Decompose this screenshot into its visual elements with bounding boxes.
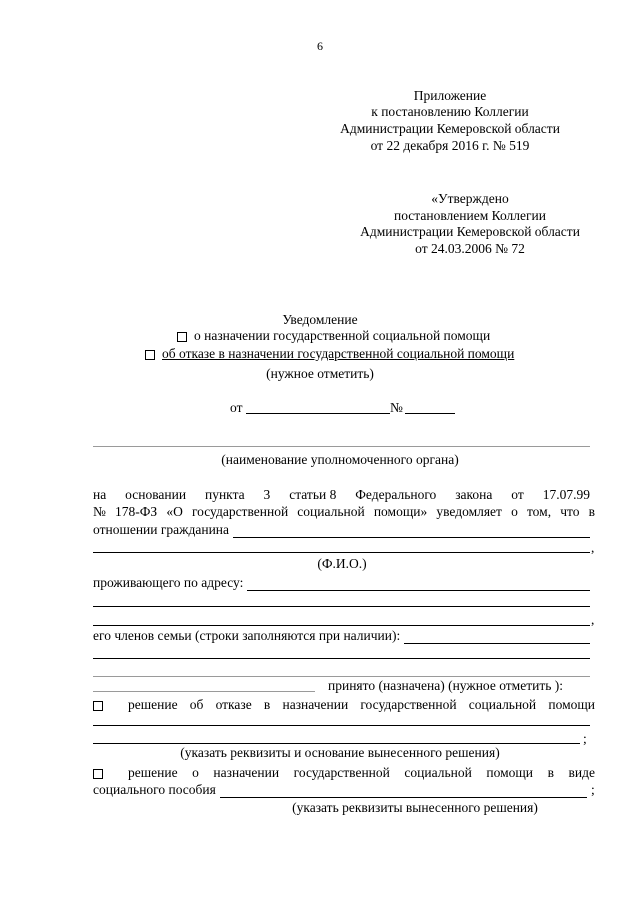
grant-row: [93, 782, 587, 798]
approved-line-2: постановлением Коллегии: [394, 208, 546, 223]
fio-caption: (Ф.И.О.): [317, 556, 367, 571]
basis-line-1: [93, 487, 590, 503]
date-label: от: [230, 400, 243, 415]
refusal-word: об: [189, 697, 204, 712]
basis-word: пункта: [204, 487, 245, 502]
grant-cont-label: социального пособия: [93, 782, 216, 797]
citizen-field[interactable]: [233, 524, 590, 538]
grant-word: назначении: [213, 765, 280, 780]
family-field[interactable]: [404, 630, 590, 644]
accepted-text: принято (назначена) (нужное отметить ):: [328, 678, 564, 693]
comma: ,: [591, 540, 595, 555]
basis-word: 17.07.99: [542, 487, 590, 502]
basis-word: на: [93, 487, 107, 502]
grant-caption: (указать реквизиты вынесенного решения): [292, 800, 538, 815]
basis-word: статьи 8: [289, 487, 337, 502]
basis-word: закона: [455, 487, 493, 502]
refusal-line: [128, 697, 595, 713]
appendix-line-2: к постановлению Коллегии: [371, 104, 529, 119]
refusal-field-1[interactable]: [93, 725, 590, 726]
basis-word: основании: [125, 487, 187, 502]
refusal-word: государственной: [360, 697, 457, 712]
address-field-3[interactable]: [93, 625, 590, 626]
law-word: помощи»: [373, 504, 428, 519]
notice-hint: (нужное отметить): [266, 366, 374, 381]
approved-line-4: от 24.03.2006 № 72: [415, 241, 525, 256]
grant-field[interactable]: [220, 784, 587, 798]
address-field-2[interactable]: [93, 606, 590, 607]
option-refusal-checkbox[interactable]: [145, 350, 155, 360]
appendix-line-4: от 22 декабря 2016 г. № 519: [370, 138, 530, 153]
basis-word: Федерального: [355, 487, 437, 502]
semicolon-2: ;: [591, 782, 595, 797]
approved-line-3: Администрации Кемеровской области: [360, 224, 580, 239]
grant-word: социальной: [404, 765, 472, 780]
refusal-word: назначении: [282, 697, 349, 712]
grant-word: о: [192, 765, 199, 780]
option-grant-label: о назначении государственной социальной помощи: [194, 328, 491, 343]
number-field[interactable]: [405, 413, 455, 414]
grant-word: решение: [128, 765, 178, 780]
law-word: «О: [166, 504, 183, 519]
grant-word: государственной: [293, 765, 390, 780]
semicolon: ;: [583, 731, 587, 746]
refusal-field-2[interactable]: [93, 743, 580, 744]
law-word: уведомляет: [436, 504, 502, 519]
address-label: проживающего по адресу:: [93, 575, 244, 590]
refusal-caption: (указать реквизиты и основание вынесенного решения): [180, 745, 500, 760]
refusal-word: помощи: [548, 697, 595, 712]
citizen-field-2[interactable]: [93, 552, 590, 553]
law-word: государственной: [191, 504, 289, 519]
family-field-3[interactable]: [93, 676, 590, 677]
authority-field[interactable]: [93, 446, 590, 447]
refusal-word: отказе: [215, 697, 252, 712]
law-word: социальной: [297, 504, 365, 519]
option-refusal-label: об отказе в назначении государственной социальной помощи: [162, 346, 515, 361]
law-word: 178-ФЗ: [115, 504, 158, 519]
refusal-word: решение: [128, 697, 178, 712]
basis-word: от: [511, 487, 524, 502]
refusal-decision-checkbox[interactable]: [93, 701, 103, 711]
refusal-word: в: [263, 697, 271, 712]
law-word: о: [511, 504, 518, 519]
basis-line-2: [93, 504, 595, 520]
number-label: №: [390, 400, 403, 415]
grant-word: виде: [568, 765, 595, 780]
appendix-line-1: Приложение: [413, 88, 487, 103]
law-word: том,: [526, 504, 552, 519]
grant-word: помощи: [486, 765, 534, 780]
grant-line: [128, 765, 595, 781]
citizen-label: отношении гражданина: [93, 522, 230, 537]
notice-title: Уведомление: [282, 312, 358, 327]
address-row: [93, 575, 590, 591]
appendix-line-3: Администрации Кемеровской области: [340, 121, 560, 136]
approved-line-1: «Утверждено: [431, 191, 509, 206]
option-grant-checkbox[interactable]: [177, 332, 187, 342]
law-word: в: [588, 504, 595, 519]
grant-word: в: [547, 765, 554, 780]
family-field-2[interactable]: [93, 658, 590, 659]
family-label: его членов семьи (строки заполняются при наличии):: [93, 628, 401, 643]
address-field[interactable]: [247, 577, 590, 591]
refusal-word: социальной: [468, 697, 537, 712]
comma-2: ,: [591, 612, 595, 627]
grant-decision-checkbox[interactable]: [93, 769, 103, 779]
basis-word: 3: [263, 487, 271, 502]
law-word: что: [560, 504, 580, 519]
accepted-field[interactable]: [93, 691, 315, 692]
law-word: №: [93, 504, 106, 519]
family-row: [93, 628, 590, 644]
page-number: 6: [317, 39, 323, 53]
citizen-row: [93, 522, 590, 538]
authority-caption: (наименование уполномоченного органа): [221, 452, 459, 467]
date-field[interactable]: [246, 413, 390, 414]
